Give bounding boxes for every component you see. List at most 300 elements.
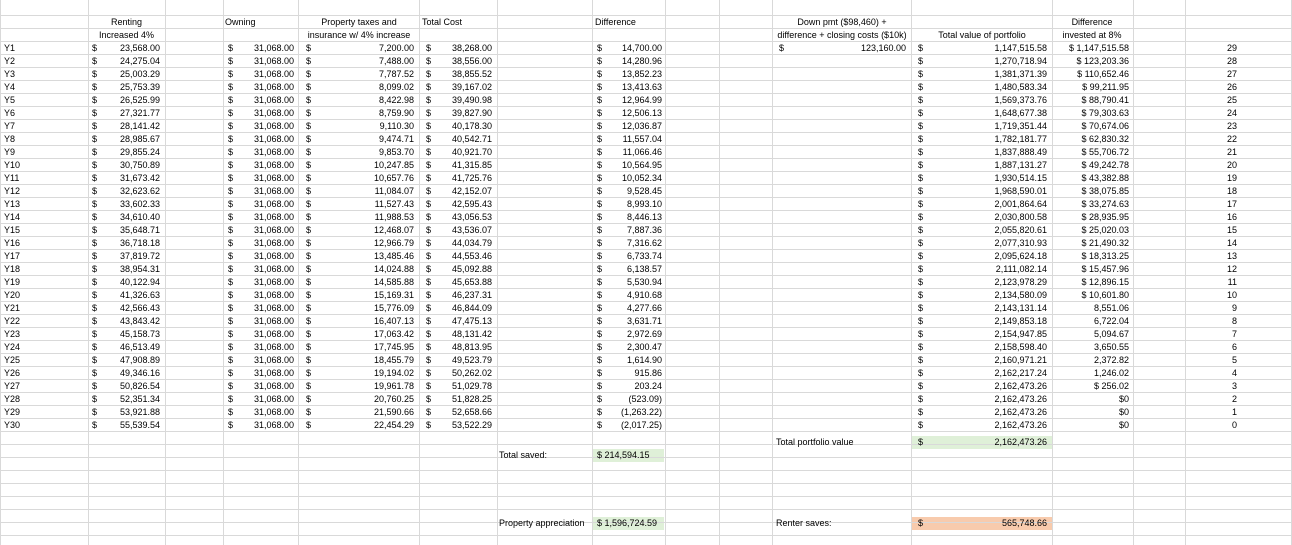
owning-currency[interactable]: $ [228, 212, 234, 222]
taxes-currency[interactable]: $ [306, 43, 312, 53]
total-cost-currency[interactable]: $ [426, 69, 432, 79]
owning-currency[interactable]: $ [228, 82, 234, 92]
portfolio-currency[interactable]: $ [918, 186, 924, 196]
difference-currency[interactable]: $ [597, 277, 603, 287]
renting-cell[interactable]: 30,750.89 [119, 160, 160, 170]
difference-invested-cell[interactable]: $ 28,935.95 [1081, 212, 1129, 222]
years-remaining-cell[interactable]: 20 [1226, 160, 1237, 170]
total-cost-cell[interactable]: 50,262.02 [451, 368, 492, 378]
portfolio-cell[interactable]: 1,887,131.27 [994, 160, 1047, 170]
portfolio-cell[interactable]: 2,001,864.64 [994, 199, 1047, 209]
taxes-currency[interactable]: $ [306, 56, 312, 66]
difference-currency[interactable]: $ [597, 173, 603, 183]
taxes-currency[interactable]: $ [306, 225, 312, 235]
years-remaining-cell[interactable]: 9 [1231, 303, 1237, 313]
portfolio-currency[interactable]: $ [918, 394, 924, 404]
difference-cell[interactable]: 8,993.10 [626, 199, 662, 209]
taxes-cell[interactable]: 17,063.42 [373, 329, 414, 339]
owning-currency[interactable]: $ [228, 264, 234, 274]
portfolio-currency[interactable]: $ [918, 368, 924, 378]
portfolio-currency[interactable]: $ [918, 147, 924, 157]
taxes-currency[interactable]: $ [306, 69, 312, 79]
difference-cell[interactable]: 3,631.71 [626, 316, 662, 326]
taxes-cell[interactable]: 11,527.43 [374, 199, 414, 209]
year-cell[interactable]: Y12 [4, 186, 21, 196]
renting-cell[interactable]: 47,908.89 [119, 355, 160, 365]
portfolio-currency[interactable]: $ [918, 420, 924, 430]
difference-cell[interactable]: 7,887.36 [626, 225, 662, 235]
difference-invested-cell[interactable]: $ 38,075.85 [1081, 186, 1129, 196]
year-cell[interactable]: Y20 [4, 290, 21, 300]
taxes-cell[interactable]: 10,657.76 [373, 173, 414, 183]
taxes-currency[interactable]: $ [306, 134, 312, 144]
renting-cell[interactable]: 31,673.42 [119, 173, 160, 183]
owning-cell[interactable]: 31,068.00 [253, 316, 294, 326]
owning-cell[interactable]: 31,068.00 [253, 277, 294, 287]
taxes-currency[interactable]: $ [306, 407, 312, 417]
owning-cell[interactable]: 31,068.00 [253, 186, 294, 196]
portfolio-currency[interactable]: $ [918, 329, 924, 339]
renting-currency[interactable]: $ [92, 251, 98, 261]
owning-currency[interactable]: $ [228, 238, 234, 248]
taxes-cell[interactable]: 17,745.95 [373, 342, 414, 352]
renting-currency[interactable]: $ [92, 264, 98, 274]
renting-cell[interactable]: 55,539.54 [119, 420, 160, 430]
renting-cell[interactable]: 40,122.94 [119, 277, 160, 287]
difference-cell[interactable]: 5,530.94 [626, 277, 662, 287]
renting-cell[interactable]: 24,275.04 [119, 56, 160, 66]
difference-invested-cell[interactable]: $0 [1118, 407, 1129, 417]
years-remaining-cell[interactable]: 5 [1231, 355, 1237, 365]
renting-cell[interactable]: 35,648.71 [119, 225, 160, 235]
difference-cell[interactable]: 2,300.47 [626, 342, 662, 352]
renting-currency[interactable]: $ [92, 212, 98, 222]
owning-currency[interactable]: $ [228, 43, 234, 53]
owning-currency[interactable]: $ [228, 355, 234, 365]
taxes-cell[interactable]: 10,247.85 [373, 160, 414, 170]
years-remaining-cell[interactable]: 23 [1226, 121, 1237, 131]
difference-cell[interactable]: 12,964.99 [621, 95, 662, 105]
year-cell[interactable]: Y2 [4, 56, 16, 66]
header-taxes-sub[interactable]: insurance w/ 4% increase [307, 30, 411, 40]
years-remaining-cell[interactable]: 25 [1226, 95, 1237, 105]
taxes-cell[interactable]: 14,024.88 [373, 264, 414, 274]
taxes-cell[interactable]: 12,468.07 [373, 225, 414, 235]
owning-currency[interactable]: $ [228, 394, 234, 404]
portfolio-currency[interactable]: $ [918, 316, 924, 326]
renter-saves-label[interactable]: Renter saves: [776, 518, 832, 528]
total-cost-currency[interactable]: $ [426, 290, 432, 300]
portfolio-cell[interactable]: 2,123,978.29 [994, 277, 1047, 287]
difference-cell[interactable]: 7,316.62 [626, 238, 662, 248]
header-owning[interactable]: Owning [225, 17, 256, 27]
difference-invested-cell[interactable]: $ 25,020.03 [1081, 225, 1129, 235]
portfolio-currency[interactable]: $ [918, 43, 924, 53]
taxes-cell[interactable]: 11,988.53 [374, 212, 414, 222]
total-cost-cell[interactable]: 53,522.29 [451, 420, 492, 430]
difference-currency[interactable]: $ [597, 407, 603, 417]
taxes-currency[interactable]: $ [306, 342, 312, 352]
years-remaining-cell[interactable]: 27 [1226, 69, 1237, 79]
owning-currency[interactable]: $ [228, 199, 234, 209]
total-saved-label[interactable]: Total saved: [499, 450, 548, 460]
renting-currency[interactable]: $ [92, 394, 98, 404]
taxes-cell[interactable]: 15,776.09 [373, 303, 414, 313]
portfolio-cell[interactable]: 2,143,131.14 [994, 303, 1047, 313]
renting-currency[interactable]: $ [92, 407, 98, 417]
taxes-cell[interactable]: 19,961.78 [373, 381, 414, 391]
taxes-currency[interactable]: $ [306, 420, 312, 430]
portfolio-currency[interactable]: $ [918, 173, 924, 183]
owning-currency[interactable]: $ [228, 186, 234, 196]
portfolio-cell[interactable]: 1,930,514.15 [994, 173, 1047, 183]
owning-currency[interactable]: $ [228, 342, 234, 352]
renting-cell[interactable]: 34,610.40 [119, 212, 160, 222]
difference-currency[interactable]: $ [597, 355, 603, 365]
owning-currency[interactable]: $ [228, 329, 234, 339]
years-remaining-cell[interactable]: 6 [1231, 342, 1237, 352]
taxes-currency[interactable]: $ [306, 121, 312, 131]
difference-currency[interactable]: $ [597, 56, 603, 66]
total-cost-cell[interactable]: 39,490.98 [451, 95, 492, 105]
taxes-cell[interactable]: 14,585.88 [373, 277, 414, 287]
difference-currency[interactable]: $ [597, 147, 603, 157]
years-remaining-cell[interactable]: 12 [1226, 264, 1237, 274]
owning-cell[interactable]: 31,068.00 [253, 420, 294, 430]
owning-cell[interactable]: 31,068.00 [253, 264, 294, 274]
renting-currency[interactable]: $ [92, 43, 98, 53]
year-cell[interactable]: Y28 [4, 394, 21, 404]
total-cost-cell[interactable]: 49,523.79 [451, 355, 492, 365]
total-cost-cell[interactable]: 47,475.13 [451, 316, 492, 326]
taxes-currency[interactable]: $ [306, 186, 312, 196]
renting-cell[interactable]: 26,525.99 [119, 95, 160, 105]
renting-currency[interactable]: $ [92, 186, 98, 196]
owning-currency[interactable]: $ [228, 225, 234, 235]
portfolio-currency[interactable]: $ [918, 212, 924, 222]
renting-currency[interactable]: $ [92, 56, 98, 66]
years-remaining-cell[interactable]: 10 [1226, 290, 1237, 300]
years-remaining-cell[interactable]: 29 [1226, 43, 1237, 53]
property-appreciation-label[interactable]: Property appreciation [499, 518, 585, 528]
renting-cell[interactable]: 25,753.39 [119, 82, 160, 92]
difference-currency[interactable]: $ [597, 212, 603, 222]
year-cell[interactable]: Y17 [4, 251, 21, 261]
total-portfolio-currency[interactable]: $ [918, 437, 924, 447]
year-cell[interactable]: Y24 [4, 342, 21, 352]
owning-currency[interactable]: $ [228, 251, 234, 261]
difference-currency[interactable]: $ [597, 394, 603, 404]
total-cost-cell[interactable]: 52,658.66 [451, 407, 492, 417]
portfolio-cell[interactable]: 2,162,473.26 [994, 394, 1047, 404]
difference-cell[interactable]: 4,277.66 [626, 303, 662, 313]
total-cost-cell[interactable]: 39,167.02 [451, 82, 492, 92]
taxes-cell[interactable]: 12,966.79 [373, 238, 414, 248]
taxes-cell[interactable]: 18,455.79 [373, 355, 414, 365]
portfolio-cell[interactable]: 2,077,310.93 [994, 238, 1047, 248]
portfolio-cell[interactable]: 2,158,598.40 [994, 342, 1047, 352]
renting-cell[interactable]: 49,346.16 [119, 368, 160, 378]
renting-currency[interactable]: $ [92, 355, 98, 365]
renting-cell[interactable]: 50,826.54 [119, 381, 160, 391]
portfolio-currency[interactable]: $ [918, 251, 924, 261]
years-remaining-cell[interactable]: 15 [1226, 225, 1237, 235]
renting-currency[interactable]: $ [92, 303, 98, 313]
difference-cell[interactable]: (2,017.25) [620, 420, 662, 430]
total-cost-currency[interactable]: $ [426, 56, 432, 66]
portfolio-currency[interactable]: $ [918, 238, 924, 248]
renting-cell[interactable]: 28,141.42 [119, 121, 160, 131]
total-cost-cell[interactable]: 40,921.70 [451, 147, 492, 157]
owning-currency[interactable]: $ [228, 173, 234, 183]
year-cell[interactable]: Y1 [4, 43, 16, 53]
year-cell[interactable]: Y6 [4, 108, 16, 118]
difference-invested-cell[interactable]: $0 [1118, 394, 1129, 404]
renting-currency[interactable]: $ [92, 290, 98, 300]
portfolio-cell[interactable]: 1,968,590.01 [994, 186, 1047, 196]
difference-cell[interactable]: 6,138.57 [626, 264, 662, 274]
total-cost-cell[interactable]: 38,268.00 [451, 43, 492, 53]
total-cost-currency[interactable]: $ [426, 251, 432, 261]
owning-cell[interactable]: 31,068.00 [253, 82, 294, 92]
total-cost-currency[interactable]: $ [426, 173, 432, 183]
total-cost-currency[interactable]: $ [426, 277, 432, 287]
owning-cell[interactable]: 31,068.00 [253, 407, 294, 417]
portfolio-currency[interactable]: $ [918, 108, 924, 118]
total-cost-cell[interactable]: 51,029.78 [451, 381, 492, 391]
owning-cell[interactable]: 31,068.00 [253, 69, 294, 79]
total-cost-currency[interactable]: $ [426, 199, 432, 209]
taxes-cell[interactable]: 7,200.00 [378, 43, 414, 53]
taxes-currency[interactable]: $ [306, 173, 312, 183]
difference-cell[interactable]: 13,413.63 [621, 82, 662, 92]
owning-cell[interactable]: 31,068.00 [253, 225, 294, 235]
total-cost-cell[interactable]: 41,315.85 [451, 160, 492, 170]
total-cost-cell[interactable]: 51,828.25 [451, 394, 492, 404]
total-cost-cell[interactable]: 42,152.07 [451, 186, 492, 196]
owning-currency[interactable]: $ [228, 160, 234, 170]
difference-currency[interactable]: $ [597, 368, 603, 378]
portfolio-cell[interactable]: 1,381,371.39 [994, 69, 1047, 79]
difference-invested-cell[interactable]: $ 62,830.32 [1081, 134, 1129, 144]
total-cost-currency[interactable]: $ [426, 394, 432, 404]
year-cell[interactable]: Y8 [4, 134, 16, 144]
portfolio-cell[interactable]: 2,111,082.14 [995, 264, 1047, 274]
taxes-currency[interactable]: $ [306, 147, 312, 157]
taxes-currency[interactable]: $ [306, 381, 312, 391]
years-remaining-cell[interactable]: 17 [1226, 199, 1237, 209]
taxes-currency[interactable]: $ [306, 82, 312, 92]
total-cost-currency[interactable]: $ [426, 82, 432, 92]
year-cell[interactable]: Y14 [4, 212, 21, 222]
difference-currency[interactable]: $ [597, 43, 603, 53]
total-cost-cell[interactable]: 45,092.88 [451, 264, 492, 274]
years-remaining-cell[interactable]: 11 [1227, 277, 1237, 287]
total-portfolio-value[interactable]: 2,162,473.26 [994, 437, 1047, 447]
owning-cell[interactable]: 31,068.00 [253, 43, 294, 53]
total-cost-cell[interactable]: 44,034.79 [451, 238, 492, 248]
years-remaining-cell[interactable]: 14 [1226, 238, 1237, 248]
difference-invested-cell[interactable]: $ 18,313.25 [1081, 251, 1129, 261]
years-remaining-cell[interactable]: 4 [1231, 368, 1237, 378]
total-cost-currency[interactable]: $ [426, 186, 432, 196]
header-taxes[interactable]: Property taxes and [321, 17, 397, 27]
renting-cell[interactable]: 53,921.88 [119, 407, 160, 417]
owning-currency[interactable]: $ [228, 69, 234, 79]
taxes-currency[interactable]: $ [306, 355, 312, 365]
difference-cell[interactable]: 14,280.96 [621, 56, 662, 66]
property-appreciation-value[interactable]: $ 1,596,724.59 [597, 518, 658, 528]
total-cost-currency[interactable]: $ [426, 134, 432, 144]
difference-invested-cell[interactable]: $ 33,274.63 [1081, 199, 1129, 209]
portfolio-currency[interactable]: $ [918, 381, 924, 391]
portfolio-currency[interactable]: $ [918, 407, 924, 417]
year-cell[interactable]: Y29 [4, 407, 21, 417]
difference-currency[interactable]: $ [597, 316, 603, 326]
taxes-currency[interactable]: $ [306, 108, 312, 118]
down-payment-currency[interactable]: $ [779, 43, 785, 53]
portfolio-currency[interactable]: $ [918, 277, 924, 287]
total-cost-currency[interactable]: $ [426, 329, 432, 339]
difference-currency[interactable]: $ [597, 381, 603, 391]
owning-currency[interactable]: $ [228, 56, 234, 66]
portfolio-currency[interactable]: $ [918, 69, 924, 79]
difference-currency[interactable]: $ [597, 251, 603, 261]
renting-cell[interactable]: 33,602.33 [119, 199, 160, 209]
total-portfolio-label[interactable]: Total portfolio value [776, 437, 854, 447]
owning-cell[interactable]: 31,068.00 [253, 56, 294, 66]
portfolio-currency[interactable]: $ [918, 290, 924, 300]
owning-currency[interactable]: $ [228, 368, 234, 378]
years-remaining-cell[interactable]: 22 [1226, 134, 1237, 144]
taxes-cell[interactable]: 7,787.52 [378, 69, 414, 79]
portfolio-currency[interactable]: $ [918, 95, 924, 105]
years-remaining-cell[interactable]: 0 [1231, 420, 1237, 430]
header-difference-invested-sub[interactable]: invested at 8% [1062, 30, 1122, 40]
renting-cell[interactable]: 28,985.67 [119, 134, 160, 144]
renting-cell[interactable]: 36,718.18 [119, 238, 160, 248]
owning-currency[interactable]: $ [228, 277, 234, 287]
year-cell[interactable]: Y25 [4, 355, 21, 365]
owning-cell[interactable]: 31,068.00 [253, 329, 294, 339]
renting-currency[interactable]: $ [92, 160, 98, 170]
difference-cell[interactable]: 6,733.74 [626, 251, 662, 261]
total-cost-cell[interactable]: 38,556.00 [451, 56, 492, 66]
owning-cell[interactable]: 31,068.00 [253, 394, 294, 404]
portfolio-cell[interactable]: 2,162,473.26 [994, 407, 1047, 417]
renting-cell[interactable]: 37,819.72 [119, 251, 160, 261]
owning-cell[interactable]: 31,068.00 [253, 368, 294, 378]
portfolio-cell[interactable]: 1,480,583.34 [994, 82, 1047, 92]
portfolio-cell[interactable]: 2,162,473.26 [994, 381, 1047, 391]
renting-cell[interactable]: 27,321.77 [119, 108, 160, 118]
renting-cell[interactable]: 38,954.31 [119, 264, 160, 274]
years-remaining-cell[interactable]: 13 [1226, 251, 1237, 261]
difference-cell[interactable]: (1,263.22) [620, 407, 662, 417]
owning-cell[interactable]: 31,068.00 [253, 108, 294, 118]
header-renting[interactable]: Renting [110, 17, 143, 27]
taxes-cell[interactable]: 9,474.71 [378, 134, 414, 144]
difference-currency[interactable]: $ [597, 303, 603, 313]
portfolio-currency[interactable]: $ [918, 82, 924, 92]
total-cost-cell[interactable]: 45,653.88 [451, 277, 492, 287]
portfolio-cell[interactable]: 1,719,351.44 [994, 121, 1047, 131]
portfolio-currency[interactable]: $ [918, 225, 924, 235]
taxes-cell[interactable]: 9,853.70 [378, 147, 414, 157]
portfolio-cell[interactable]: 1,569,373.76 [994, 95, 1047, 105]
header-renting-sub[interactable]: Increased 4% [98, 30, 155, 40]
owning-cell[interactable]: 31,068.00 [253, 355, 294, 365]
total-cost-currency[interactable]: $ [426, 108, 432, 118]
year-cell[interactable]: Y9 [4, 147, 16, 157]
difference-cell[interactable]: 12,036.87 [621, 121, 662, 131]
owning-cell[interactable]: 31,068.00 [253, 381, 294, 391]
owning-currency[interactable]: $ [228, 108, 234, 118]
year-cell[interactable]: Y3 [4, 69, 16, 79]
years-remaining-cell[interactable]: 2 [1231, 394, 1237, 404]
taxes-currency[interactable]: $ [306, 394, 312, 404]
difference-currency[interactable]: $ [597, 342, 603, 352]
taxes-cell[interactable]: 11,084.07 [374, 186, 414, 196]
taxes-currency[interactable]: $ [306, 251, 312, 261]
taxes-cell[interactable]: 22,454.29 [373, 420, 414, 430]
difference-invested-cell[interactable]: $ 123,203.36 [1076, 56, 1129, 66]
year-cell[interactable]: Y19 [4, 277, 21, 287]
difference-currency[interactable]: $ [597, 186, 603, 196]
total-cost-currency[interactable]: $ [426, 147, 432, 157]
owning-cell[interactable]: 31,068.00 [253, 173, 294, 183]
difference-invested-cell[interactable]: $ 99,211.95 [1082, 82, 1129, 92]
taxes-cell[interactable]: 16,407.13 [373, 316, 414, 326]
renting-currency[interactable]: $ [92, 238, 98, 248]
owning-currency[interactable]: $ [228, 134, 234, 144]
taxes-cell[interactable]: 15,169.31 [373, 290, 414, 300]
total-cost-currency[interactable]: $ [426, 355, 432, 365]
renting-cell[interactable]: 23,568.00 [119, 43, 160, 53]
portfolio-currency[interactable]: $ [918, 199, 924, 209]
year-cell[interactable]: Y15 [4, 225, 21, 235]
renting-currency[interactable]: $ [92, 316, 98, 326]
total-cost-currency[interactable]: $ [426, 420, 432, 430]
owning-cell[interactable]: 31,068.00 [253, 303, 294, 313]
header-down-payment-sub[interactable]: difference + closing costs ($10k) [777, 30, 907, 40]
taxes-cell[interactable]: 13,485.46 [373, 251, 414, 261]
header-difference[interactable]: Difference [595, 17, 636, 27]
difference-cell[interactable]: 13,852.23 [621, 69, 662, 79]
difference-currency[interactable]: $ [597, 238, 603, 248]
total-cost-currency[interactable]: $ [426, 316, 432, 326]
portfolio-cell[interactable]: 2,162,473.26 [994, 420, 1047, 430]
difference-currency[interactable]: $ [597, 329, 603, 339]
renting-cell[interactable]: 41,326.63 [119, 290, 160, 300]
taxes-currency[interactable]: $ [306, 277, 312, 287]
difference-currency[interactable]: $ [597, 290, 603, 300]
total-cost-currency[interactable]: $ [426, 43, 432, 53]
difference-cell[interactable]: 12,506.13 [621, 108, 662, 118]
taxes-currency[interactable]: $ [306, 95, 312, 105]
total-cost-currency[interactable]: $ [426, 303, 432, 313]
taxes-currency[interactable]: $ [306, 290, 312, 300]
difference-cell[interactable]: 11,557.04 [622, 134, 662, 144]
total-cost-cell[interactable]: 43,056.53 [451, 212, 492, 222]
year-cell[interactable]: Y18 [4, 264, 21, 274]
difference-currency[interactable]: $ [597, 95, 603, 105]
difference-invested-cell[interactable]: 2,372.82 [1093, 355, 1129, 365]
portfolio-currency[interactable]: $ [918, 342, 924, 352]
renting-currency[interactable]: $ [92, 329, 98, 339]
difference-currency[interactable]: $ [597, 69, 603, 79]
header-down-payment[interactable]: Down pmt ($98,460) + [797, 17, 887, 27]
